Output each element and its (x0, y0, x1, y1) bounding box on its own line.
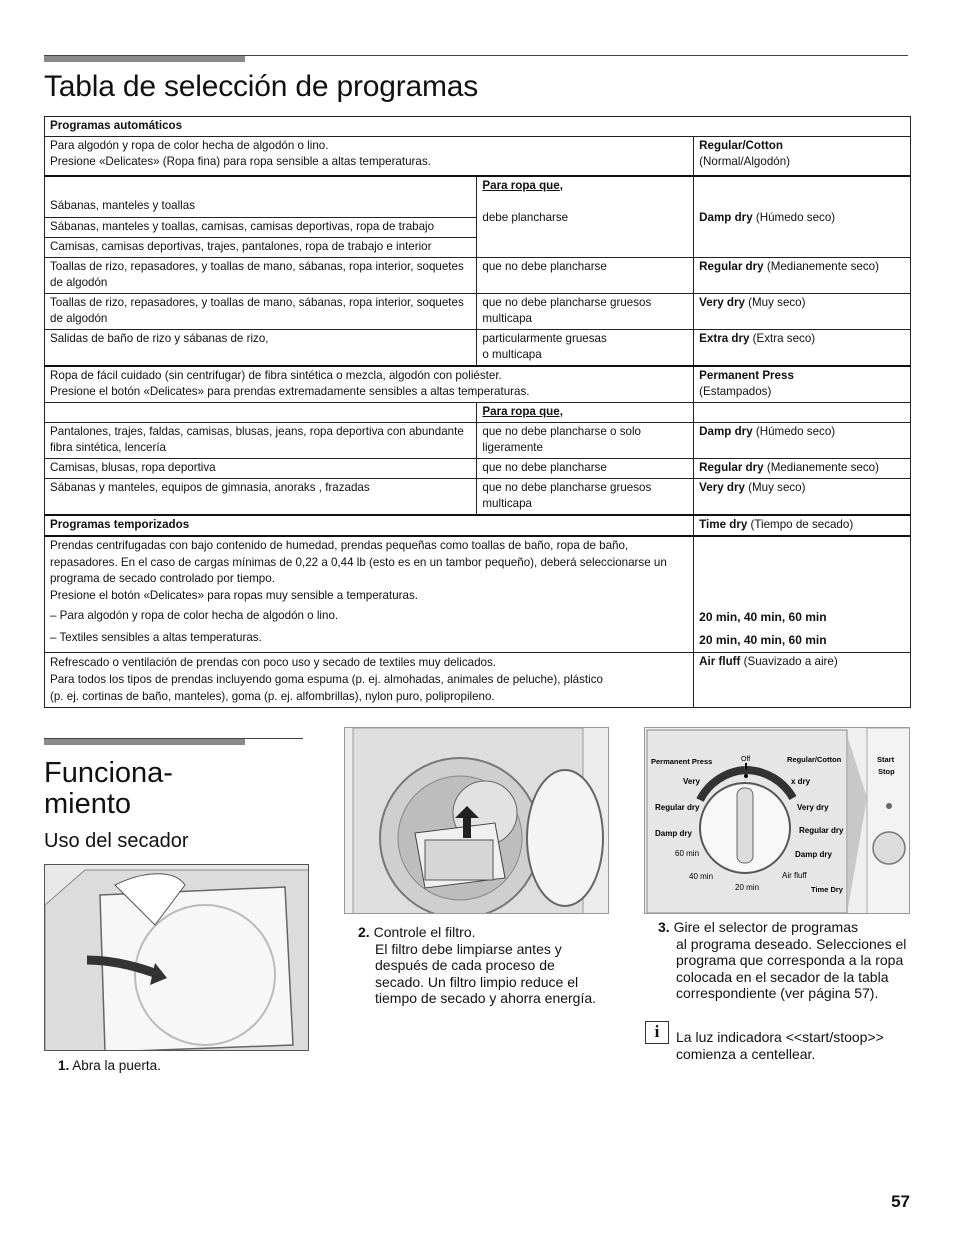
dial-label-air-fluff: Air fluff (782, 871, 807, 880)
table-row (45, 366, 911, 403)
timed-description: Prendas centrifugadas con bajo contenido de humedad, prendas pequeñas como toallas de baño, ropa de baño, repasadores. En el caso de cargas mínimas de 0,22 a 0,44 lb (esto es en un tambor pequeño), deberá seleccionarse un programa de secado controlado por tiempo. Presione el botón «Delicates» para ropas muy sensible a temperaturas. (50, 539, 667, 602)
step-number: 1. (58, 1058, 70, 1073)
dial-label-regular-cotton: Regular/Cotton (787, 755, 842, 764)
program-note: (Muy seco) (744, 481, 806, 494)
cell-empty (45, 403, 477, 423)
table-row (45, 330, 911, 367)
filter-illustration (344, 727, 609, 914)
step-body: al programa deseado. Selecciones el programa que corresponda a la ropa colocada en el secador de la tabla correspondiente (ver página 57). (676, 935, 907, 1001)
cell-description: Refrescado o ventilación de prendas con poco uso y secado de textiles muy delicados. Para todos los tipos de prendas incluyendo goma espuma (p. ej. almohadas, animales de peluche), plástico (p. ej. cortinas de baño, manteles), goma (p. ej. alfombrillas), nylon puro, polipropileno. (45, 653, 694, 708)
program-note: (Muy seco) (744, 296, 806, 309)
program-name: Very dry (699, 296, 745, 309)
table-row (45, 515, 911, 536)
cell-ironing: que no debe plancharse (477, 258, 694, 294)
step-body: El filtro debe limpiarse antes y después de cada proceso de secado. Un filtro limpio reduce el tiempo de secado y ahorra energía. (375, 940, 597, 1006)
step-number: 2. (358, 924, 370, 940)
program-note: (Tiempo de secado) (747, 518, 854, 531)
program-name: Air fluff (699, 655, 741, 669)
cell-ironing: particularmente gruesas o multicapa (477, 330, 694, 367)
info-icon: i (645, 1021, 669, 1044)
cell-description: Sábanas, manteles y toallas, camisas, camisas deportivas, ropa de trabajo (45, 218, 477, 238)
info-note: La luz indicadora <<start/stoop>> comienza a centellear. (676, 1029, 884, 1062)
table-row (45, 653, 911, 708)
cell-description (45, 536, 694, 653)
cell-ironing: que no debe plancharse o solo ligeramente (477, 423, 694, 459)
subsection-title: Uso del secador (44, 830, 189, 852)
table-row (45, 423, 911, 459)
top-rule-accent (44, 56, 245, 62)
program-name: Extra dry (699, 332, 750, 345)
cell-program (694, 176, 911, 258)
dial-label-very-right: Very dry (797, 803, 829, 812)
dial-label-damp-right: Damp dry (795, 850, 832, 859)
dial-label-time-dry: Time Dry (811, 885, 843, 894)
program-name: Damp dry (699, 425, 753, 438)
cell-description: Camisas, blusas, ropa deportiva (45, 459, 477, 479)
cell-description: Para algodón y ropa de color hecha de algodón o lino. Presione «Delicates» (Ropa fina) para ropa sensible a altas temperaturas. (45, 137, 694, 176)
dial-label-20-min: 20 min (735, 883, 760, 892)
cell-description: Pantalones, trajes, faldas, camisas, blusas, jeans, ropa deportiva con abundante fibra sintética, lencería (45, 423, 477, 459)
cell-ironing: que no debe plancharse gruesos multicapa (477, 294, 694, 330)
program-name: Regular/Cotton (699, 139, 783, 152)
table-row (45, 176, 911, 218)
door-illustration (44, 864, 309, 1051)
program-dial-illustration (644, 727, 910, 914)
cell-program (694, 515, 911, 536)
dial-label-60-min: 60 min (675, 849, 700, 858)
cell-ironing: que no debe plancharse gruesos multicapa (477, 479, 694, 516)
dial-label-damp-left: Damp dry (655, 829, 692, 838)
program-name: Very dry (699, 481, 745, 494)
table-row (45, 479, 911, 516)
dial-label-regular-right: Regular dry (799, 826, 844, 835)
cell-description: Toallas de rizo, repasadores, y toallas de mano, sábanas, ropa interior, soquetes de algodón (45, 294, 477, 330)
table-row (45, 294, 911, 330)
step-1 (58, 1058, 161, 1075)
program-name: Damp dry (699, 210, 753, 224)
subheader-label: Para ropa que, (482, 405, 563, 418)
timed-values-delicate: 20 min, 40 min, 60 min (699, 633, 827, 648)
section-title: Funciona- miento (44, 757, 173, 820)
cell-program (694, 653, 911, 708)
cell-program (694, 366, 911, 403)
page-number: 57 (891, 1192, 910, 1211)
cell-program (694, 330, 911, 367)
cell-program (694, 258, 911, 294)
program-note: (Normal/Algodón) (699, 155, 791, 168)
dial-label-regular-left: Regular dry (655, 803, 700, 812)
dial-label-start: Start (877, 755, 895, 764)
program-note: (Húmedo seco) (752, 425, 836, 438)
subheader-label: Para ropa que, (482, 178, 563, 192)
cell-program (694, 479, 911, 516)
timed-option-cotton: – Para algodón y ropa de color hecha de algodón o lino. (50, 609, 339, 623)
timed-values-cotton: 20 min, 40 min, 60 min (699, 610, 827, 625)
cell-program (694, 294, 911, 330)
program-note: (Extra seco) (749, 332, 816, 345)
section-rule-accent (44, 739, 245, 745)
dial-label-very-left: Very (683, 777, 700, 786)
step-number: 3. (658, 919, 670, 935)
cell-description: Sábanas y manteles, equipos de gimnasia, anoraks , frazadas (45, 479, 477, 516)
table-row (45, 403, 911, 423)
program-note: (Medianemente seco) (763, 260, 879, 273)
cell-empty (694, 403, 911, 423)
dial-label-40-min: 40 min (689, 872, 714, 881)
cell-ironing (477, 176, 694, 258)
table-row (45, 137, 911, 176)
dial-label-x-dry: x dry (791, 777, 811, 786)
cell-description: Sábanas, manteles y toallas (45, 176, 477, 218)
cell-subheader (477, 403, 694, 423)
program-note: (Medianemente seco) (763, 461, 879, 474)
cell-description: Toallas de rizo, repasadores, y toallas de mano, sábanas, ropa interior, soquetes de algodón (45, 258, 477, 294)
program-name: Regular dry (699, 260, 764, 273)
step-text: Abra la puerta. (72, 1058, 161, 1073)
step-text: Controle el filtro. (373, 924, 476, 940)
auto-programs-header: Programas automáticos (45, 117, 911, 137)
cell-program (694, 137, 911, 176)
program-name: Time dry (699, 518, 748, 531)
program-note: (Estampados) (699, 385, 772, 398)
ironing-label: debe plancharse (482, 210, 569, 224)
step-3 (658, 919, 913, 1002)
step-2 (358, 924, 603, 1007)
dial-label-permanent-press: Permanent Press (651, 757, 713, 766)
cell-ironing: que no debe plancharse (477, 459, 694, 479)
cell-description: Salidas de baño de rizo y sábanas de rizo, (45, 330, 477, 367)
program-table (44, 116, 911, 708)
timed-programs-header: Programas temporizados (45, 515, 694, 536)
cell-program (694, 459, 911, 479)
cell-description: Camisas, camisas deportivas, trajes, pantalones, ropa de trabajo e interior (45, 238, 477, 258)
dial-label-off: Off (741, 756, 751, 763)
cell-description: Ropa de fácil cuidado (sin centrifugar) de fibra sintética o mezcla, algodón con poliéster. Presione el botón «Delicates» para prendas extremadamente sensibles a altas temperaturas. (45, 366, 694, 403)
timed-option-delicate: – Textiles sensibles a altas temperaturas. (50, 631, 262, 645)
table-row (45, 459, 911, 479)
cell-program (694, 423, 911, 459)
program-note: (Suavizado a aire) (740, 655, 838, 669)
program-note: (Húmedo seco) (752, 210, 836, 224)
page-title: Tabla de selección de programas (44, 70, 479, 103)
program-name: Regular dry (699, 461, 764, 474)
step-text: Gire el selector de programas (673, 919, 858, 935)
table-row (45, 117, 911, 137)
program-name: Permanent Press (699, 369, 794, 382)
table-row (45, 536, 911, 653)
cell-program (694, 536, 911, 653)
dial-label-stop: Stop (878, 767, 895, 776)
table-row (45, 258, 911, 294)
